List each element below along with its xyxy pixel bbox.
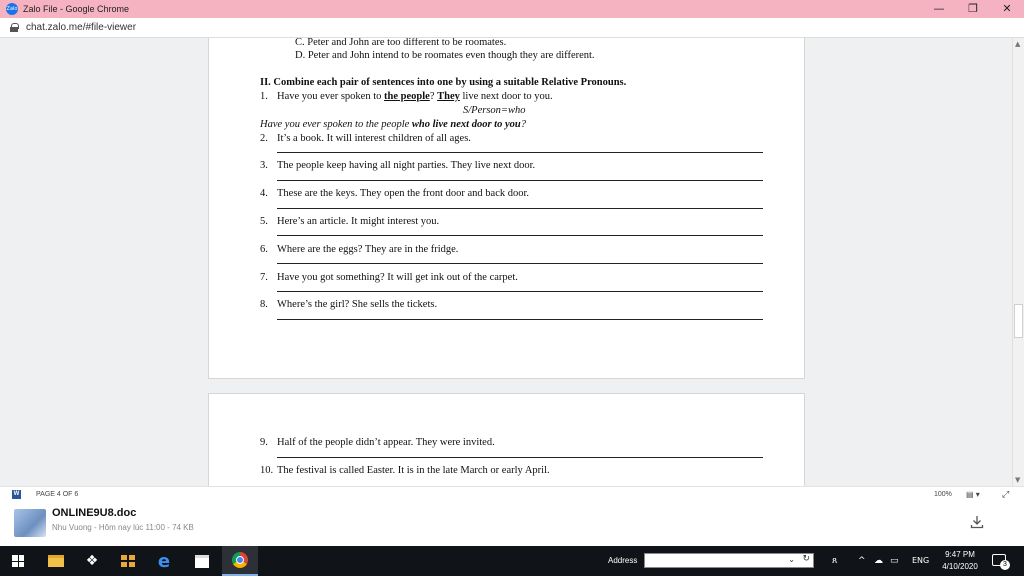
q1-text-pre: Have you ever spoken to bbox=[277, 91, 385, 102]
answer-line[interactable] bbox=[277, 291, 763, 292]
download-icon[interactable] bbox=[970, 515, 984, 529]
window-titlebar bbox=[0, 0, 1024, 18]
file-thumbnail bbox=[14, 509, 46, 537]
option-d: D. Peter and John intend to be roomates even though they are different. bbox=[295, 50, 595, 61]
q1-note: S/Person=who bbox=[463, 105, 526, 116]
question-number: 2. bbox=[260, 133, 268, 144]
q1-the-people: the people bbox=[384, 91, 430, 102]
taskbar-file-explorer[interactable] bbox=[38, 546, 74, 576]
answer-line[interactable] bbox=[277, 235, 763, 236]
chevron-up-icon[interactable]: ^ bbox=[858, 556, 866, 566]
q1-answer-pre: Have you ever spoken to the people bbox=[260, 119, 412, 130]
question-text: The festival is called Easter. It is in the late March or early April. bbox=[277, 465, 550, 476]
answer-line[interactable] bbox=[277, 263, 763, 264]
battery-icon[interactable]: ▭ bbox=[890, 556, 899, 566]
question-number: 9. bbox=[260, 437, 268, 448]
question-1 bbox=[277, 91, 553, 102]
question-text: It’s a book. It will interest children of all ages. bbox=[277, 133, 471, 144]
document-page bbox=[208, 393, 805, 486]
question-text: Have you got something? It will get ink out of the carpet. bbox=[277, 272, 518, 283]
q1-text-mid: ? bbox=[429, 91, 438, 102]
q1-they: They bbox=[437, 91, 460, 102]
taskbar-edge[interactable] bbox=[146, 546, 182, 576]
language-indicator[interactable]: ENG bbox=[912, 556, 930, 565]
scrollbar-thumb[interactable] bbox=[1014, 304, 1023, 338]
question-number: 10. bbox=[260, 465, 274, 476]
app-grid-icon bbox=[121, 555, 135, 567]
store-icon bbox=[195, 555, 209, 568]
minimize-button[interactable]: — bbox=[933, 2, 945, 15]
question-text: These are the keys. They open the front door and back door. bbox=[277, 188, 530, 199]
taskbar-address-input[interactable] bbox=[644, 553, 814, 568]
close-button[interactable]: ✕ bbox=[1002, 2, 1012, 15]
answer-line[interactable] bbox=[277, 319, 763, 320]
q1-answer-bold: who live next door to you bbox=[411, 119, 521, 130]
dropbox-icon: ❖ bbox=[85, 553, 99, 569]
document-viewer[interactable] bbox=[0, 38, 1024, 486]
q1-answer-post: ? bbox=[520, 119, 526, 130]
q1-answer bbox=[260, 119, 526, 130]
option-c: C. Peter and John are too different to be roomates. bbox=[295, 38, 507, 48]
onedrive-icon[interactable]: ☁ bbox=[874, 556, 883, 566]
taskbar bbox=[0, 546, 1024, 576]
taskbar-address-label: Address bbox=[608, 556, 638, 565]
start-button[interactable] bbox=[0, 546, 36, 576]
taskbar-store[interactable] bbox=[184, 546, 220, 576]
question-number: 3. bbox=[260, 160, 268, 171]
question-number: 8. bbox=[260, 299, 268, 310]
question-number: 7. bbox=[260, 272, 268, 283]
lock-icon bbox=[10, 23, 18, 32]
q1-text-post: live next door to you. bbox=[459, 91, 553, 102]
answer-line[interactable] bbox=[277, 457, 763, 458]
restore-button[interactable]: ❐ bbox=[968, 2, 978, 15]
question-text: Where are the eggs? They are in the fridge. bbox=[277, 244, 459, 255]
file-name: ONLINE9U8.doc bbox=[52, 507, 137, 519]
file-meta: Nhu Vuong - Hôm nay lúc 11:00 - 74 KB bbox=[52, 523, 194, 532]
clock-time: 9:47 PM bbox=[945, 550, 975, 559]
scroll-down-arrow-icon[interactable]: ▼ bbox=[1015, 476, 1021, 484]
window-title: Zalo File - Google Chrome bbox=[23, 4, 130, 14]
answer-line[interactable] bbox=[277, 208, 763, 209]
zalo-logo-icon: Zalo bbox=[6, 3, 18, 15]
chevron-down-icon[interactable]: ⌄ bbox=[788, 555, 795, 564]
word-doc-icon: W bbox=[13, 491, 20, 497]
taskbar-app[interactable] bbox=[110, 546, 146, 576]
answer-line[interactable] bbox=[277, 180, 763, 181]
clock-date: 4/10/2020 bbox=[942, 562, 978, 571]
page-indicator: PAGE 4 OF 6 bbox=[36, 491, 79, 498]
notification-icon[interactable] bbox=[992, 554, 1006, 566]
view-mode-icon[interactable]: ▤ ▾ bbox=[966, 490, 980, 499]
folder-icon bbox=[48, 555, 64, 567]
answer-line[interactable] bbox=[277, 152, 763, 153]
question-text: Where’s the girl? She sells the tickets. bbox=[277, 299, 438, 310]
scroll-up-arrow-icon[interactable]: ▲ bbox=[1015, 40, 1021, 48]
document-page bbox=[208, 38, 805, 379]
notification-count: 3 bbox=[1000, 560, 1010, 570]
question-number: 6. bbox=[260, 244, 268, 255]
zoom-level[interactable]: 100% bbox=[934, 491, 952, 498]
windows-icon bbox=[12, 555, 24, 567]
question-number: 1. bbox=[260, 91, 268, 102]
question-text: Here’s an article. It might interest you. bbox=[277, 216, 440, 227]
system-clock[interactable] bbox=[930, 549, 990, 573]
people-icon[interactable]: ጸ bbox=[832, 556, 838, 566]
fullscreen-icon[interactable]: ⤢ bbox=[1002, 489, 1010, 499]
viewer-status-bar bbox=[0, 486, 1024, 501]
file-info-panel bbox=[0, 501, 1024, 546]
question-number: 5. bbox=[260, 216, 268, 227]
question-number: 4. bbox=[260, 188, 268, 199]
url-text[interactable]: chat.zalo.me/#file-viewer bbox=[26, 22, 137, 33]
question-text: Half of the people didn’t appear. They were invited. bbox=[277, 437, 495, 448]
refresh-icon[interactable]: ↻ bbox=[802, 554, 810, 564]
edge-icon: e bbox=[157, 550, 171, 572]
question-text: The people keep having all night parties. They live next door. bbox=[277, 160, 536, 171]
taskbar-chrome[interactable] bbox=[222, 546, 258, 576]
taskbar-dropbox[interactable] bbox=[74, 546, 110, 576]
section-heading: II. Combine each pair of sentences into one by using a suitable Relative Pronouns. bbox=[260, 77, 627, 88]
vertical-scrollbar[interactable] bbox=[1012, 38, 1024, 486]
address-bar[interactable] bbox=[0, 18, 1024, 38]
chrome-icon bbox=[232, 552, 248, 568]
